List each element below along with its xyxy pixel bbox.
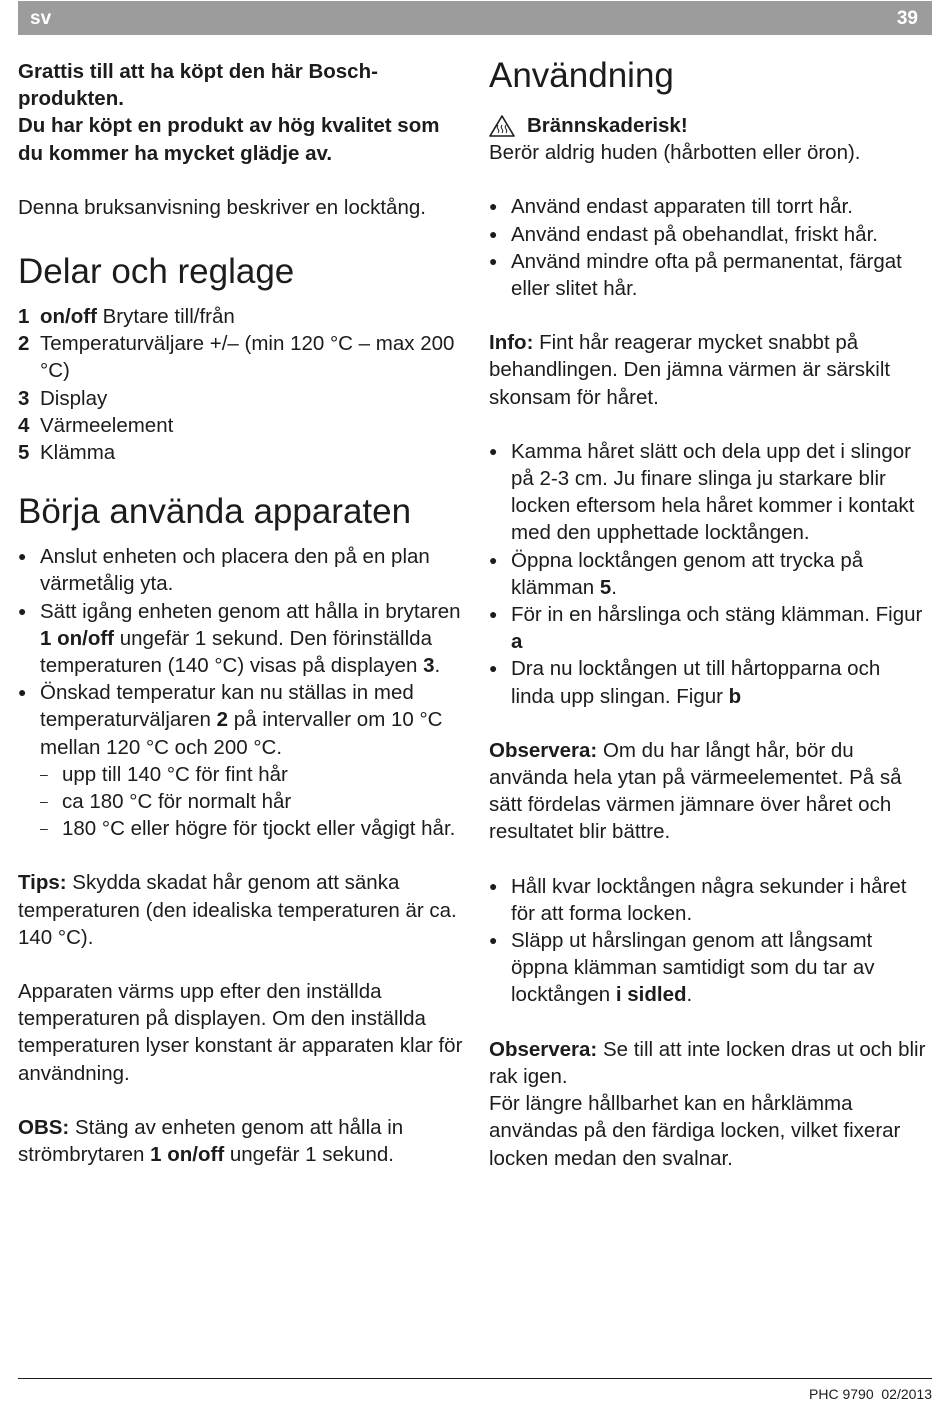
temperature-list (18, 761, 463, 843)
tips-paragraph: Tips: Skydda skadat hår genom att sänka temperaturen (den idealiska temperaturen är ca. 140 °C). (18, 871, 457, 949)
part-item (18, 412, 463, 439)
temperature-item: – upp till 140 °C för fint hår (40, 761, 463, 788)
finishing-steps-list (489, 873, 929, 1009)
obs-paragraph: OBS: Stäng av enheten genom att hålla in strömbrytaren 1 on/off ungefär 1 sekund. (18, 1115, 404, 1167)
part-label: Värmeelement (40, 413, 174, 437)
language-code: sv (30, 8, 52, 29)
list-item: ● Dra nu locktången ut till hårtopparna och linda upp slingan. Figur b (489, 655, 929, 709)
temperature-item: – ca 180 °C för normalt hår (40, 788, 463, 815)
usage-heading: Användning (489, 56, 674, 95)
part-number: 3 (18, 386, 30, 410)
parts-heading: Delar och reglage (18, 252, 295, 292)
info-label: Info: (489, 331, 534, 355)
info-paragraph: Info: Fint hår reagerar mycket snabbt på behandlingen. Den jämna värmen är särskilt skonsam för håret. (489, 331, 891, 409)
tips-label: Tips: (18, 871, 67, 895)
getting-started-list (18, 543, 463, 842)
footer-divider (18, 1378, 932, 1379)
part-bold: on/off (40, 305, 97, 329)
getting-started-heading: Börja använda apparaten (18, 492, 412, 532)
observe-paragraph: Observera: Om du har långt hår, bör du använda hela ytan på värmeelementet. På så sätt fördelas värmen jämnare över håret och resultatet blir bättre. (489, 738, 902, 844)
part-item (18, 385, 463, 412)
hot-surface-warning-icon (489, 114, 515, 138)
part-label: Temperaturväljare +/– (min 120 °C – max 200 °C) (40, 332, 455, 383)
list-item: ● Håll kvar locktången några sekunder i håret för att forma locken. (489, 873, 929, 927)
intro-quality: Du har köpt en produkt av hög kvalitet som du kommer ha mycket glädje av. (18, 114, 440, 165)
part-label: Display (40, 386, 108, 410)
warning-text: Berör aldrig huden (hårbotten eller öron). (489, 141, 861, 165)
warning-title: Brännskaderisk! (527, 114, 688, 137)
list-item: ● Använd endast apparaten till torrt hår. (489, 193, 929, 220)
part-number: 4 (18, 413, 30, 437)
observe-label: Observera: (489, 738, 598, 762)
part-number: 5 (18, 441, 30, 465)
list-item: ● Öppna locktången genom att trycka på klämman 5. (489, 547, 929, 601)
part-label: Brytare till/från (96, 305, 235, 329)
obs-label: OBS: (18, 1115, 70, 1139)
burn-warning (489, 112, 929, 139)
part-item (18, 303, 463, 330)
part-number: 1 (18, 305, 30, 329)
intro-description: Denna bruksanvisning beskriver en locktång. (18, 195, 426, 219)
model-number: PHC 9790 (809, 1386, 874, 1402)
part-item (18, 330, 463, 384)
longevity-paragraph: För längre hållbarhet kan en hårklämma användas på den färdiga locken, vilket fixerar locken medan den svalnar. (489, 1092, 901, 1170)
part-item (18, 439, 463, 466)
list-item: ● För in en hårslinga och stäng klämman. Figur a (489, 601, 929, 655)
observe-paragraph-2: Observera: Se till att inte locken dras ut och blir rak igen. (489, 1037, 926, 1088)
list-item: ● Önskad temperatur kan nu ställas in med temperaturväljaren 2 på intervaller om 10 °C mellan 120 °C och 200 °C. – upp till 140 °C för fint hår – ca 180 °C för normalt hår – 180 °C eller högre för tjockt eller vågigt hår. (18, 679, 463, 842)
part-number: 2 (18, 332, 30, 356)
list-item: ● Släpp ut hårslingan genom att långsamt öppna klämman samtidigt som du tar av locktången i sidled. (489, 927, 929, 1009)
list-item: ● Anslut enheten och placera den på en plan värmetålig yta. (18, 543, 463, 597)
left-column (18, 58, 463, 1168)
parts-list (18, 303, 463, 466)
styling-steps-list (489, 438, 929, 710)
print-date: 02/2013 (881, 1386, 932, 1402)
page-header (18, 1, 932, 35)
list-item: ● Använd mindre ofta på permanentat, färgat eller slitet hår. (489, 248, 929, 302)
intro-congrats: Grattis till att ha köpt den här Bosch-produkten. (18, 60, 378, 111)
usage-list (489, 193, 929, 302)
temperature-item: – 180 °C eller högre för tjockt eller vågigt hår. (40, 815, 463, 842)
observe-label: Observera: (489, 1037, 598, 1061)
list-item: ● Kamma håret slätt och dela upp det i slingor på 2-3 cm. Ju finare slinga ju starkare blir locken eftersom hela håret kommer i kontakt med den upphettade locktången. (489, 438, 929, 547)
part-label: Klämma (40, 441, 116, 465)
page-number: 39 (896, 8, 918, 29)
footer-info (809, 1386, 932, 1402)
right-column (489, 58, 929, 1172)
list-item: ● Sätt igång enheten genom att hålla in brytaren 1 on/off ungefär 1 sekund. Den förinställda temperaturen (140 °C) visas på displayen 3. (18, 598, 463, 680)
heating-paragraph: Apparaten värms upp efter den inställda temperaturen på displayen. Om den inställda temperaturen lyser konstant är apparaten klar för användning. (18, 980, 463, 1085)
list-item: ● Använd endast på obehandlat, friskt hår. (489, 221, 929, 248)
